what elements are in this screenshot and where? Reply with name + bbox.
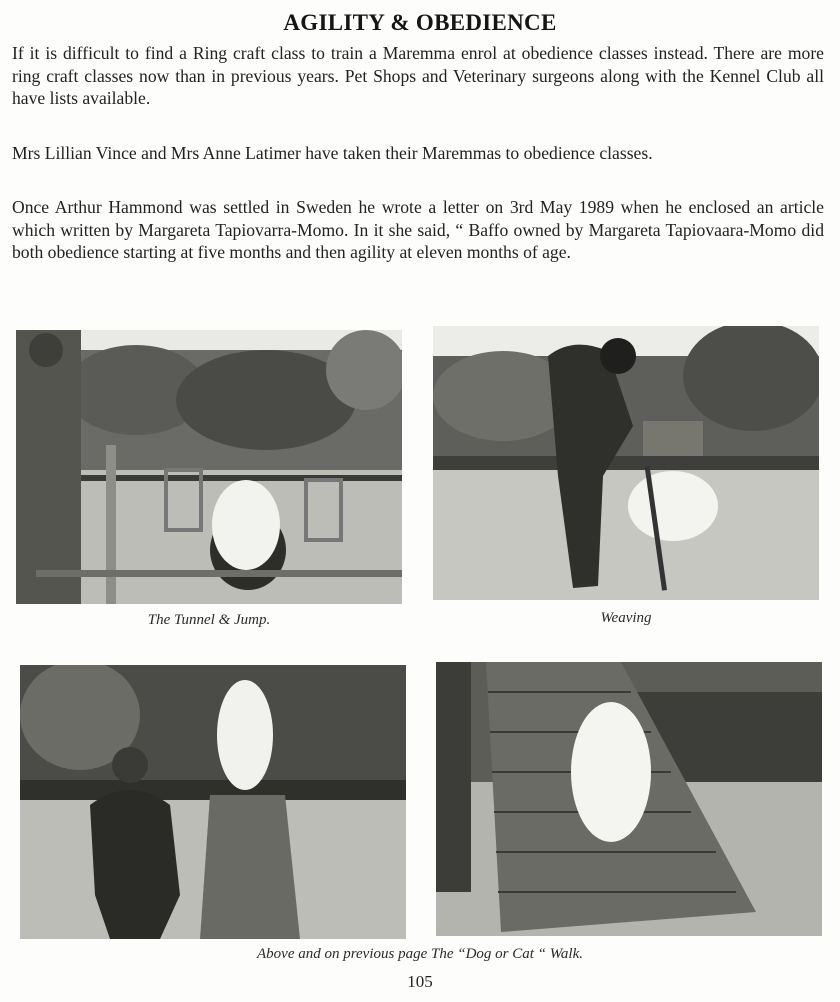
page-title: AGILITY & OBEDIENCE [283,10,557,35]
paragraph-ringcraft: If it is difficult to find a Ring craft class to train a Maremma enrol at obedience classes instead. There are more ring craft classes now than in previous years. Pet Shops and Veterinary surgeons along with the Kennel Club all have lists available. [12,43,824,108]
caption-dog-walk: Above and on previous page The “Dog or Cat “ Walk. [257,946,583,962]
photo-dog-walk-2-image [436,662,822,936]
page-number: 105 [407,972,433,991]
photo-dog-walk-1 [20,665,406,939]
photo-weaving [433,326,819,600]
paragraph-owners: Mrs Lillian Vince and Mrs Anne Latimer have taken their Maremmas to obedience classes. [12,143,653,163]
photo-weaving-image [433,326,819,600]
photo-tunnel-jump [16,330,402,604]
paragraph-sweden-letter: Once Arthur Hammond was settled in Sweden he wrote a letter on 3rd May 1989 when he enclosed an article which written by Margareta Tapiovarra-Momo. In it she said, “ Baffo owned by Margareta Tapiovaara-Momo did both obedience starting at five months and then agility at eleven months of age. [12,197,824,262]
photo-dog-walk-1-image [20,665,406,939]
photo-tunnel-jump-image [16,330,402,604]
caption-tunnel-jump: The Tunnel & Jump. [147,612,271,628]
photo-dog-walk-2 [436,662,822,936]
caption-weaving: Weaving [600,610,652,626]
